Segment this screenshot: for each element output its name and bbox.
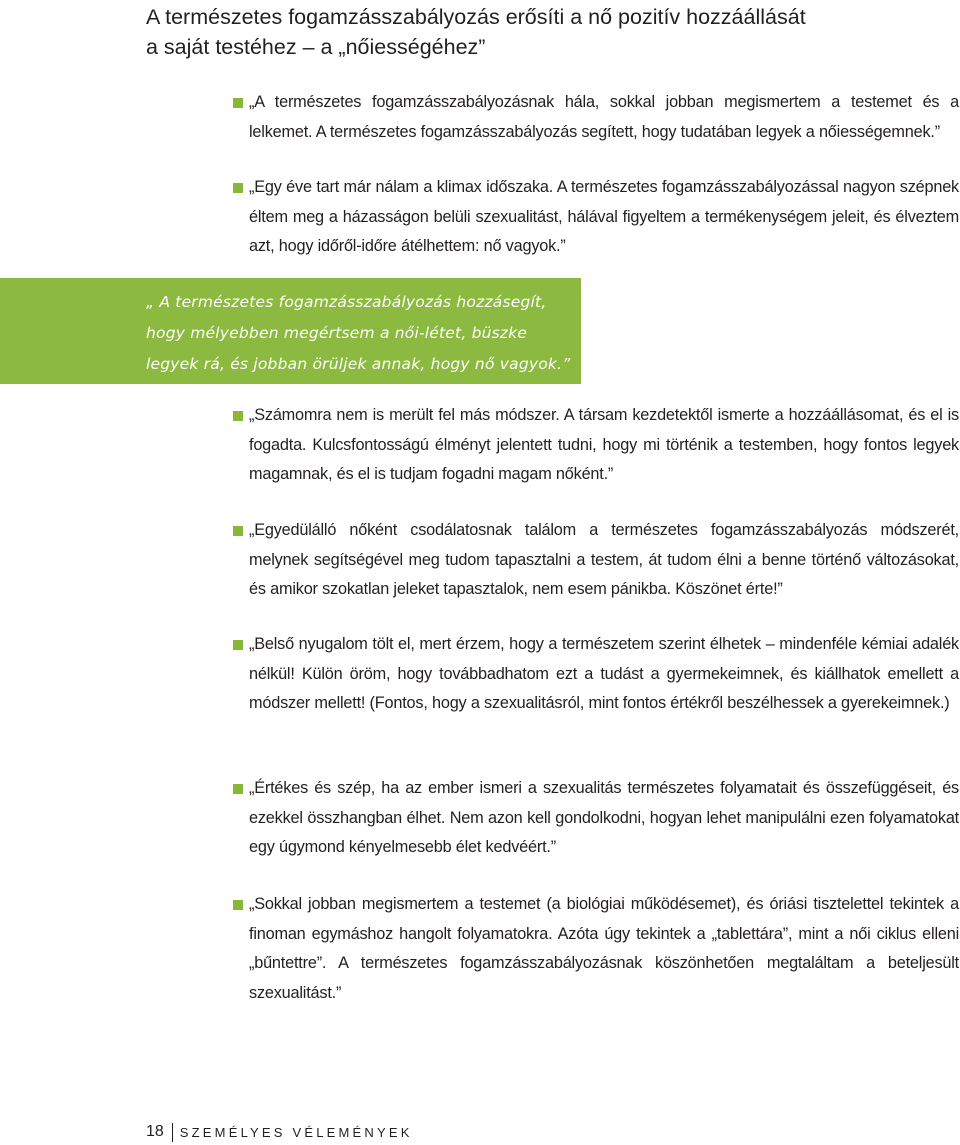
section-name: SZEMÉLYES VÉLEMÉNYEK bbox=[179, 1124, 413, 1140]
testimonial-text: „Egyedülálló nőként csodálatosnak találom a természetes fogamzásszabályozás módszerét, melynek segítségével meg tudom tapasztalni a testem, át tudom élni a benne történő változásokat, és amikor szokatlan jeleket tapasztalok, nem esem pánikba. Köszönet érte!” bbox=[249, 521, 959, 598]
footer-divider bbox=[172, 1123, 173, 1142]
green-square-bullet-icon bbox=[233, 98, 243, 108]
testimonial-text: „Értékes és szép, ha az ember ismeri a szexualitás természetes folyamatait és összefüggéseit, és ezekkel összhangban élhet. Nem azon kell gondolkodni, hogyan lehet manipulálni ezen folyamatokat egy úgymond kényelmesebb élet kedvéért.” bbox=[249, 779, 959, 856]
green-square-bullet-icon bbox=[233, 784, 243, 794]
green-square-bullet-icon bbox=[233, 526, 243, 536]
page-number: 18 bbox=[146, 1123, 164, 1140]
testimonial-item bbox=[233, 890, 959, 1008]
page-title-line-2: a saját testéhez – a „nőiességéhez” bbox=[146, 35, 486, 59]
testimonial-text: „Egy éve tart már nálam a klimax időszaka. A természetes fogamzásszabályozással nagyon szépnek éltem meg a házasságon belüli szexualitást, hálával figyeltem a termékenységem jeleit, és élveztem azt, hogy időről-időre átélhettem: nő vagyok.” bbox=[249, 178, 959, 255]
testimonial-text: „Belső nyugalom tölt el, mert érzem, hogy a természetem szerint élhetek – mindenféle kémiai adalék nélkül! Külön öröm, hogy továbbadhatom ezt a tudást a gyermekeimnek, és kiállhatok emellett a módszer mellett! (Fontos, hogy a szexualitásról, mint fontos értékről beszélhessek a gyerekeimnek.) bbox=[249, 635, 959, 712]
testimonial-item bbox=[233, 774, 959, 863]
page-title bbox=[146, 2, 866, 62]
green-square-bullet-icon bbox=[233, 183, 243, 193]
testimonial-item bbox=[233, 173, 959, 262]
testimonial-item bbox=[233, 516, 959, 605]
green-square-bullet-icon bbox=[233, 640, 243, 650]
green-square-bullet-icon bbox=[233, 411, 243, 421]
green-square-bullet-icon bbox=[233, 900, 243, 910]
page-title-line-1: A természetes fogamzásszabályozás erősíti a nő pozitív hozzáállását bbox=[146, 5, 806, 29]
testimonial-text: „Számomra nem is merült fel más módszer. A társam kezdetektől ismerte a hozzáállásomat, és el is fogadta. Kulcsfontosságú élményt jelentett tudni, hogy mi történik a testemben, hogy fontos legyek magamnak, és el is tudjam fogadni magam nőként.” bbox=[249, 406, 959, 483]
testimonial-item bbox=[233, 630, 959, 719]
testimonial-item bbox=[233, 88, 959, 147]
testimonial-text: „A természetes fogamzásszabályozásnak hála, sokkal jobban megismertem a testemet és a lelkemet. A természetes fogamzásszabályozás segített, hogy tudatában legyek a nőiességemnek.” bbox=[249, 93, 959, 141]
page-footer bbox=[146, 1122, 413, 1142]
testimonial-item bbox=[233, 401, 959, 490]
testimonial-text: „Sokkal jobban megismertem a testemet (a biológiai működésemet), és óriási tisztelettel tekintek a finoman egymáshoz hangolt folyamatokra. Azóta úgy tekintek a „tablettára”, mint a női ciklus elleni „bűntettre”. A természetes fogamzásszabályozásnak köszönhetően megtaláltam a beteljesült szexualitást.” bbox=[249, 895, 959, 1002]
pull-quote-text: „ A természetes fogamzásszabályozás hozzásegít, hogy mélyebben megértsem a női-létet, büszke legyek rá, és jobban örüljek annak, hogy nő vagyok.” bbox=[146, 293, 571, 373]
pull-quote-box bbox=[0, 278, 581, 384]
